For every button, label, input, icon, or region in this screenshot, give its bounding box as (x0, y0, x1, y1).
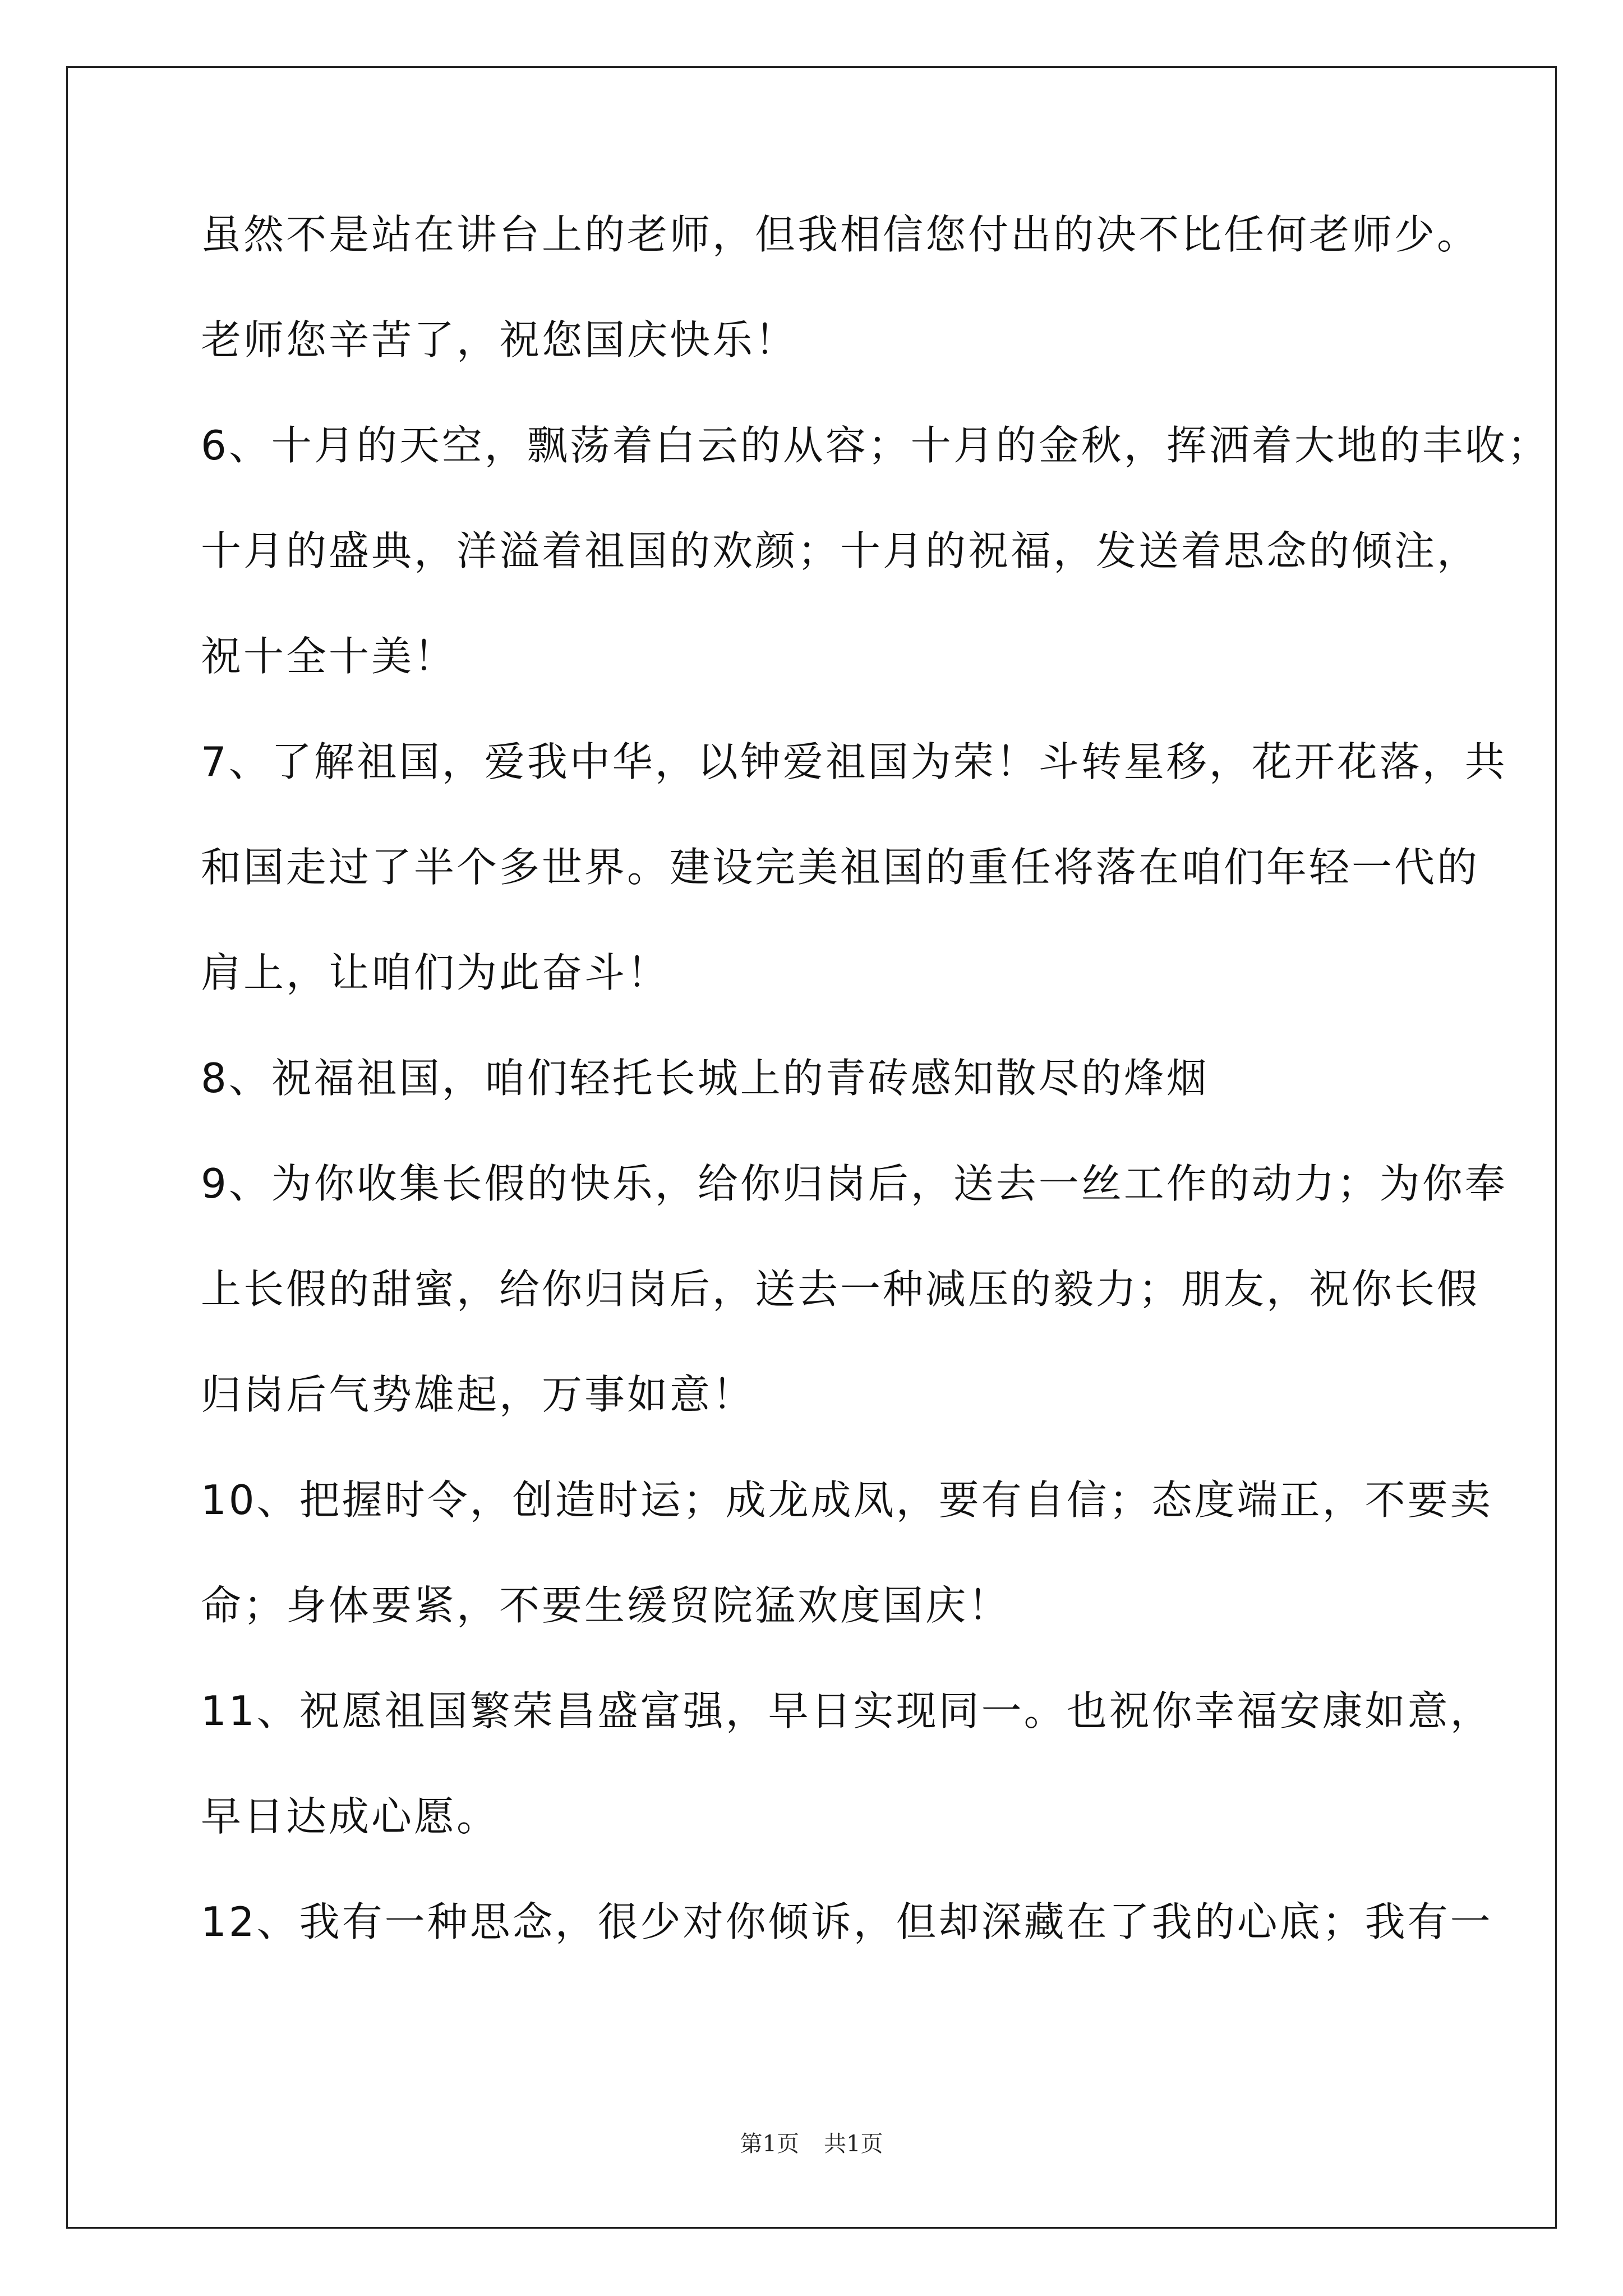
text-line: 十月的盛典，洋溢着祖国的欢颜；十月的祝福，发送着思念的倾注， (201, 527, 1480, 574)
text-line: 祝十全十美！ (201, 633, 457, 680)
text-line: 和国走过了半个多世界。建设完美祖国的重任将落在咱们年轻一代的 (201, 844, 1480, 891)
text-line: 11、祝愿祖国繁荣昌盛富强，早日实现同一。也祝你幸福安康如意， (201, 1687, 1493, 1734)
text-line: 7、了解祖国，爱我中华，以钟爱祖国为荣！斗转星移，花开花落，共 (201, 738, 1507, 785)
text-line: 12、我有一种思念，很少对你倾诉，但却深藏在了我的心底；我有一 (201, 1898, 1493, 1945)
text-line: 早日达成心愿。 (201, 1793, 500, 1840)
text-line: 9、为你收集长假的快乐，给你归岗后，送去一丝工作的动力；为你奉 (201, 1160, 1507, 1207)
text-line: 8、祝福祖国，咱们轻托长城上的青砖感知散尽的烽烟 (201, 1055, 1209, 1102)
page-footer (0, 2126, 1623, 2158)
page-number: 第1页 (740, 2131, 799, 2157)
text-line: 肩上，让咱们为此奋斗！ (201, 949, 670, 996)
text-line: 6、十月的天空，飘荡着白云的从容；十月的金秋，挥洒着大地的丰收； (201, 422, 1550, 469)
text-line: 老师您辛苦了，祝您国庆快乐！ (201, 316, 798, 364)
page-total: 共1页 (824, 2131, 883, 2157)
text-line: 虽然不是站在讲台上的老师，但我相信您付出的决不比任何老师少。 (201, 211, 1480, 258)
text-line: 命；身体要紧，不要生缓贸院猛欢度国庆！ (201, 1582, 1011, 1629)
text-line: 归岗后气势雄起，万事如意！ (201, 1371, 755, 1418)
text-line: 上长假的甜蜜，给你归岗后，送去一种减压的毅力；朋友，祝你长假 (201, 1266, 1480, 1313)
text-line: 10、把握时令，创造时运；成龙成凤，要有自信；态度端正，不要卖 (201, 1476, 1493, 1524)
